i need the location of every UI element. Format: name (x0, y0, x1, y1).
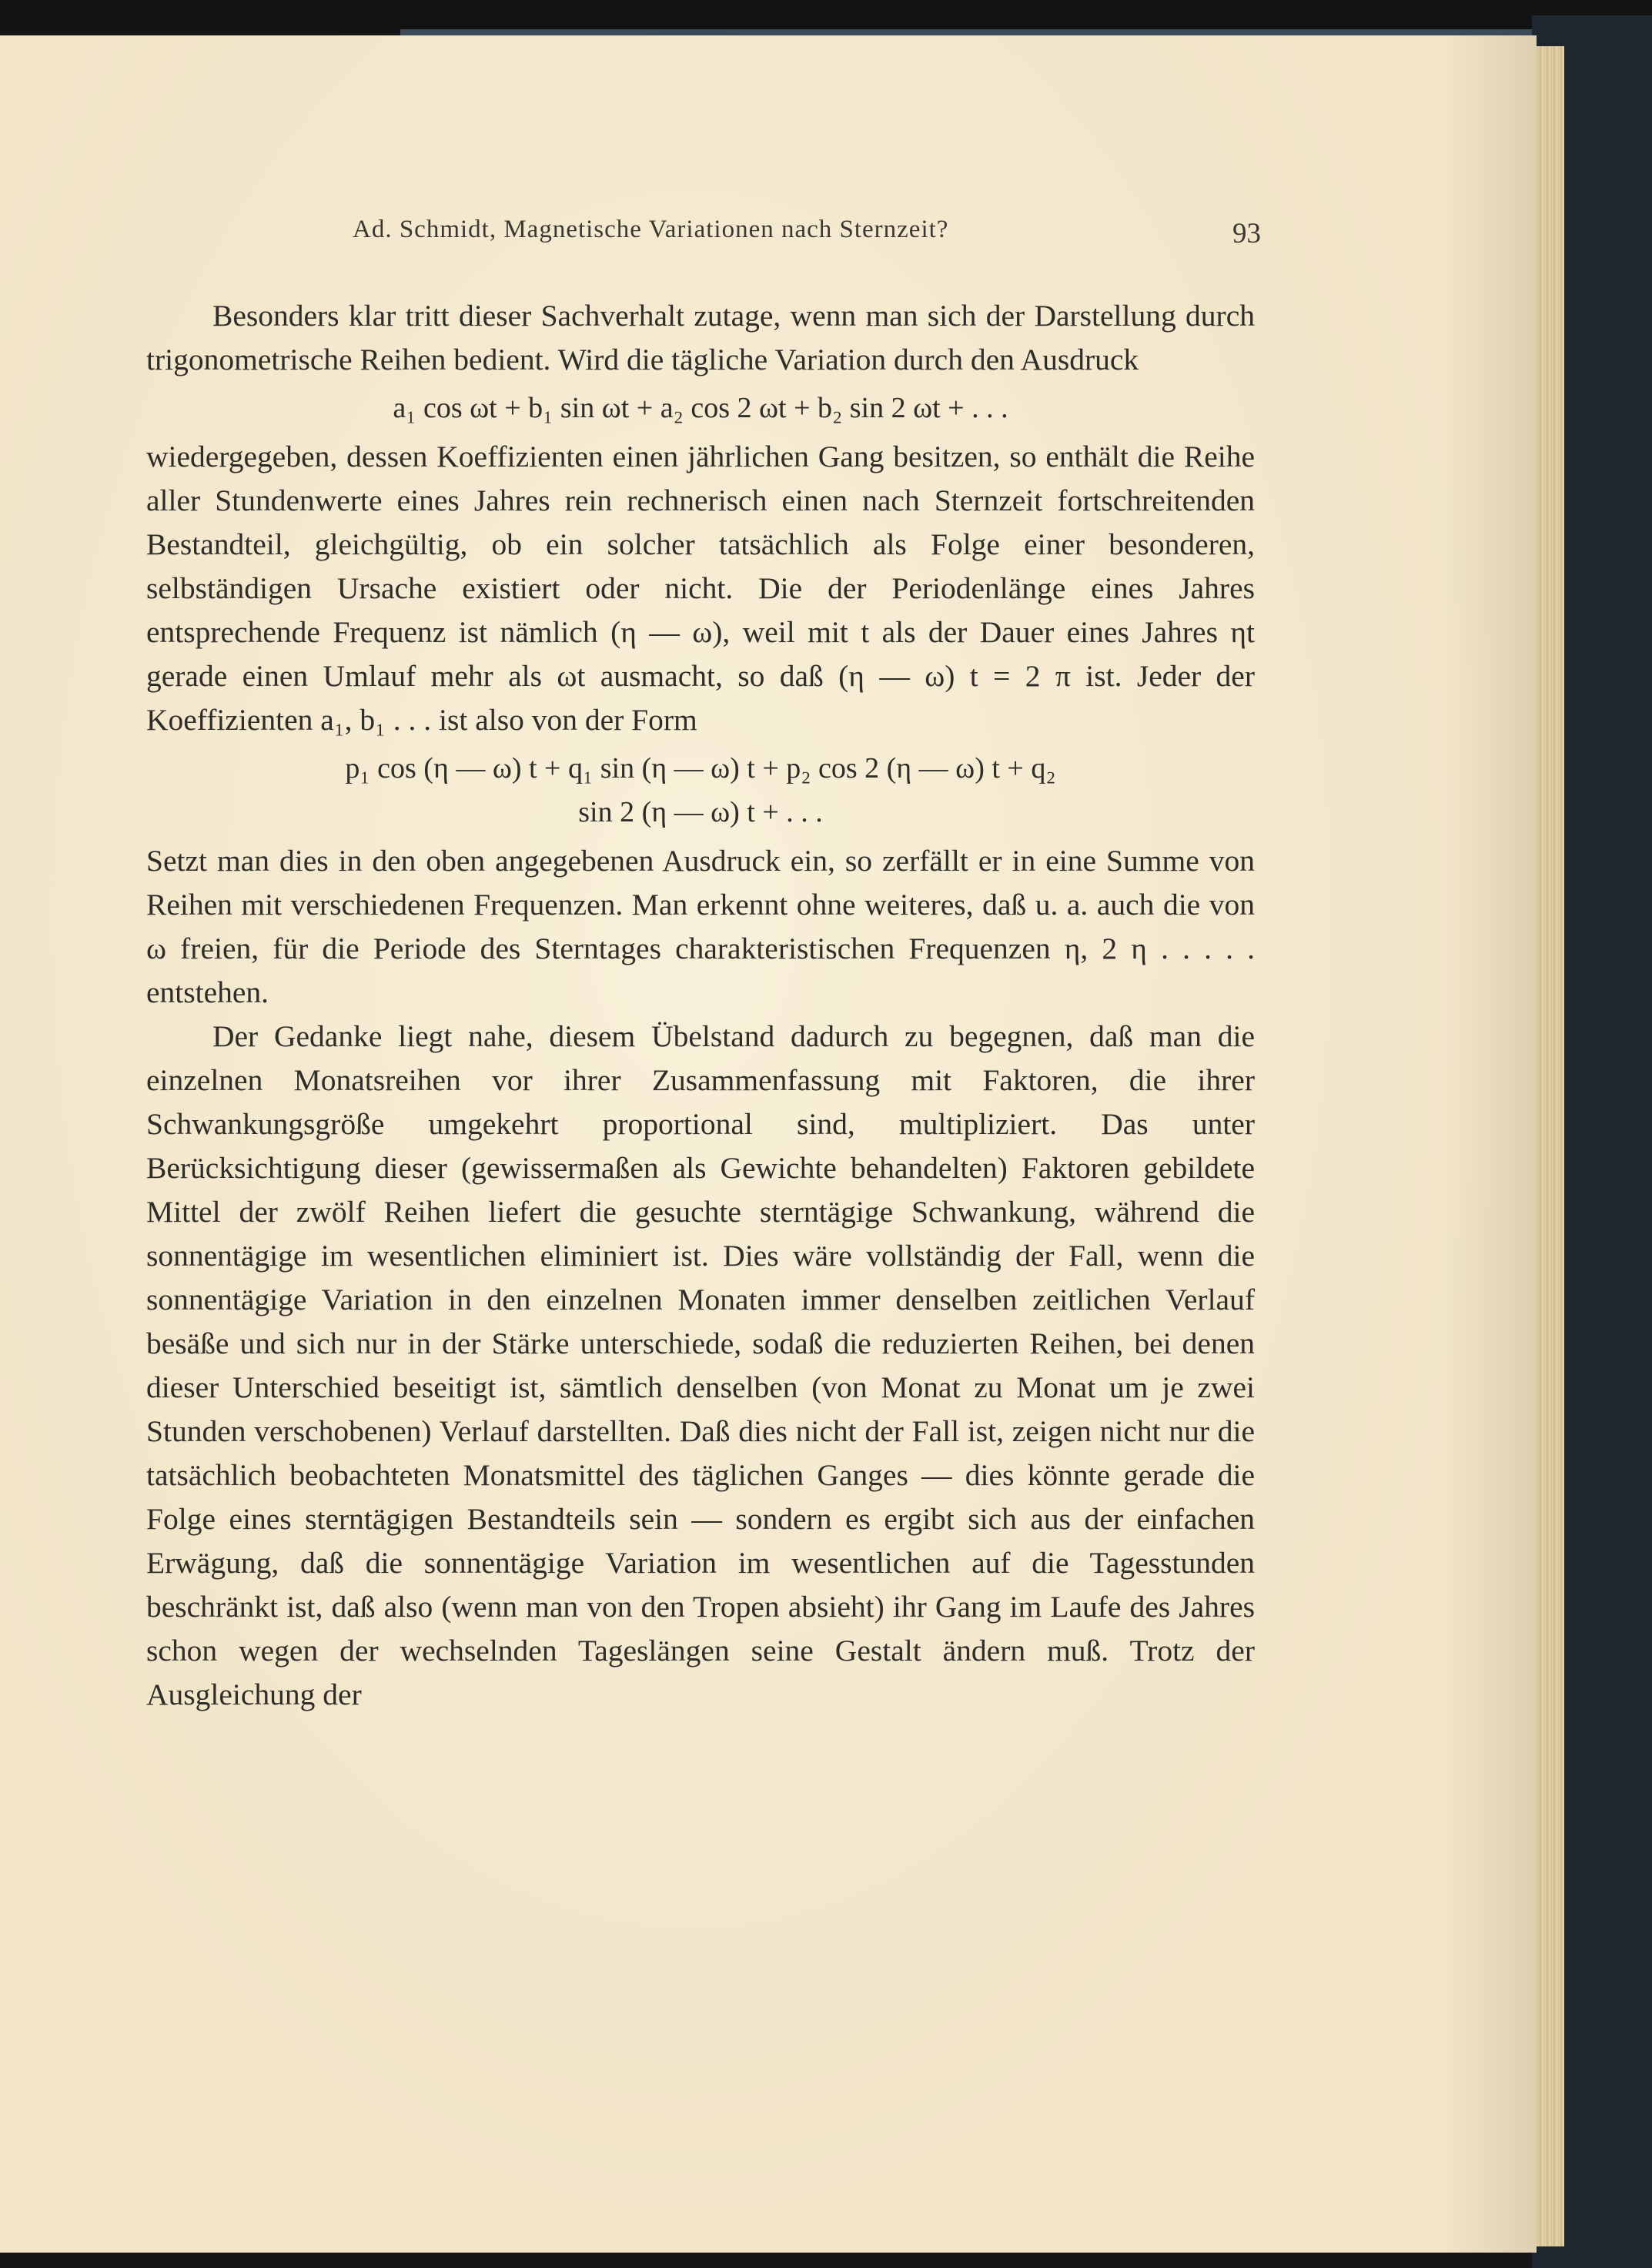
page-number: 93 (1232, 218, 1261, 249)
book-page (0, 35, 1537, 2253)
formula: sin 2 (η — ω) t + . . . (578, 796, 823, 828)
paragraph: Setzt man dies in den oben angegebenen Ausdruck ein, so zerfällt er in eine Summe von Reihen mit verschiedenen Frequenzen. Man erkennt ohne weiteres, daß u. a. auch die von ω freien, für die Periode des Sterntages charakteristischen Frequenzen η, 2 η . . . . . entstehen. (146, 844, 1255, 1009)
formula: p₁ cos (η — ω) t + q₁ sin (η — ω) t + p₂ cos 2 (η — ω) t + q₂ (345, 752, 1056, 784)
paragraph: Besonders klar tritt dieser Sachverhalt zutage, wenn man sich der Darstellung durch trigonometrische Reihen bedient. Wird die tägliche Variation durch den Ausdruck (146, 299, 1255, 376)
page-body (146, 294, 1255, 1717)
running-head: Ad. Schmidt, Magnetische Variationen nach Sternzeit? (353, 216, 949, 243)
paragraph: Der Gedanke liegt nahe, diesem Übelstand dadurch zu begegnen, daß man die einzelnen Monatsreihen vor ihrer Zusammenfassung mit Faktoren, die ihrer Schwankungsgröße umgekehrt proportional sind, multipliziert. Das unter Berücksichtigung dieser (gewissermaßen als Gewichte behandelten) Faktoren gebildete Mittel der zwölf Reihen liefert die gesuchte sterntägige Schwankung, während die sonnentägige im wesentlichen eliminiert ist. Dies wäre vollständig der Fall, wenn die sonnentägige Variation in den einzelnen Monaten immer denselben zeitlichen Verlauf besäße und sich nur in der Stärke unterschiede, sodaß die reduzierten Reihen, bei denen dieser Unterschied beseitigt ist, sämtlich denselben (von Monat zu Monat um je zwei Stunden verschobenen) Verlauf darstellten. Daß dies nicht der Fall ist, zeigen nicht nur die tatsächlich beobachteten Monatsmittel des täglichen Ganges — dies könnte gerade die Folge eines sterntägigen Bestandteils sein — sondern es ergibt sich aus der einfachen Erwägung, daß die sonnentägige Variation im wesentlichen auf die Tagesstunden beschränkt ist, daß also (wenn man von den Tropen absieht) ihr Gang im Laufe des Jahres schon wegen der wechselnden Tageslängen seine Gestalt ändern muß. Trotz der Ausgleichung der (146, 1019, 1255, 1711)
formula: a₁ cos ωt + b₁ sin ωt + a₂ cos 2 ωt + b₂ sin 2 ωt + . . . (393, 392, 1008, 424)
scan-background-top (0, 0, 1652, 31)
paragraph: wiedergegeben, dessen Koeffizienten einen jährlichen Gang besitzen, so enthält die Reihe aller Stundenwerte eines Jahres rein rechnerisch einen nach Sternzeit fortschreitenden Bestandteil, gleichgültig, ob ein solcher tatsächlich als Folge einer besonderen, selbständigen Ursache existiert oder nicht. Die der Periodenlänge eines Jahres entsprechende Frequenz ist nämlich (η — ω), weil mit t als der Dauer eines Jahres ηt gerade einen Umlauf mehr als ωt ausmacht, so daß (η — ω) t = 2 π ist. Jeder der Koeffizienten a₁, b₁ . . . ist also von der Form (146, 440, 1255, 737)
